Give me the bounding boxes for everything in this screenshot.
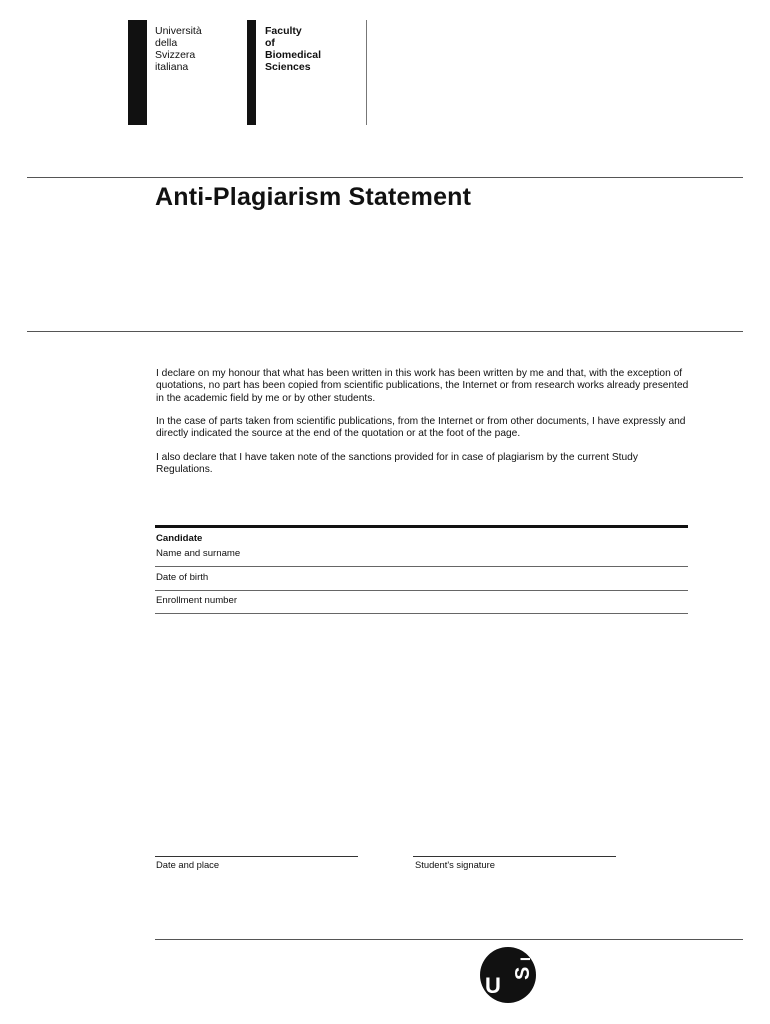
university-line: Svizzera bbox=[155, 49, 196, 61]
logo-letter-s: S bbox=[512, 966, 534, 980]
faculty-line: Biomedical bbox=[265, 49, 322, 61]
declaration-paragraph-3: I also declare that I have taken note of the sanctions provided for in case of plagiarism by the current Study Regulations. bbox=[156, 452, 638, 476]
university-name bbox=[155, 25, 202, 73]
signature-line[interactable] bbox=[413, 856, 616, 857]
faculty-line: of bbox=[265, 37, 275, 49]
university-line: Università bbox=[155, 25, 202, 37]
usi-logo-icon bbox=[476, 944, 540, 1008]
faculty-line: Faculty bbox=[265, 25, 302, 37]
faculty-line: Sciences bbox=[265, 61, 311, 73]
declaration-paragraph-2: In the case of parts taken from scientific publications, from the Internet or from other documents, I have expressly and directly indicated the source at the end of the quotation or at the foot of the page. bbox=[156, 416, 686, 440]
header-rule-bottom bbox=[27, 331, 743, 332]
form-row-rule bbox=[155, 590, 688, 591]
signature-label: Student's signature bbox=[415, 859, 495, 870]
date-of-birth-field[interactable] bbox=[322, 568, 687, 588]
form-top-rule bbox=[155, 525, 688, 528]
form-section-title: Candidate bbox=[156, 533, 203, 544]
university-line: della bbox=[155, 37, 178, 49]
faculty-name bbox=[265, 25, 321, 73]
page-title: Anti-Plagiarism Statement bbox=[155, 183, 472, 211]
enrollment-number-field[interactable] bbox=[322, 592, 687, 612]
name-surname-label: Name and surname bbox=[156, 548, 241, 559]
logo-divider bbox=[366, 20, 367, 125]
logo-bar-right bbox=[247, 20, 256, 125]
enrollment-number-label: Enrollment number bbox=[156, 595, 238, 606]
form-row-rule bbox=[155, 613, 688, 614]
declaration-paragraph-1: I declare on my honour that what has been written in this work has been written by me and that, with the exception of quotations, no part has been copied from scientific publications, the Internet or from research works already presented in the academic field by me or by other students. bbox=[156, 368, 689, 404]
form-row-rule bbox=[155, 566, 688, 567]
date-place-line[interactable] bbox=[155, 856, 358, 857]
date-place-label: Date and place bbox=[156, 859, 220, 870]
header-rule-top bbox=[27, 177, 743, 178]
footer-rule bbox=[155, 939, 743, 940]
logo-letter-i: I bbox=[517, 957, 533, 961]
date-of-birth-label: Date of birth bbox=[156, 572, 209, 583]
logo-letter-u: U bbox=[485, 973, 501, 998]
university-line: italiana bbox=[155, 61, 189, 73]
logo-bar-left bbox=[128, 20, 147, 125]
name-surname-field[interactable] bbox=[322, 544, 687, 564]
